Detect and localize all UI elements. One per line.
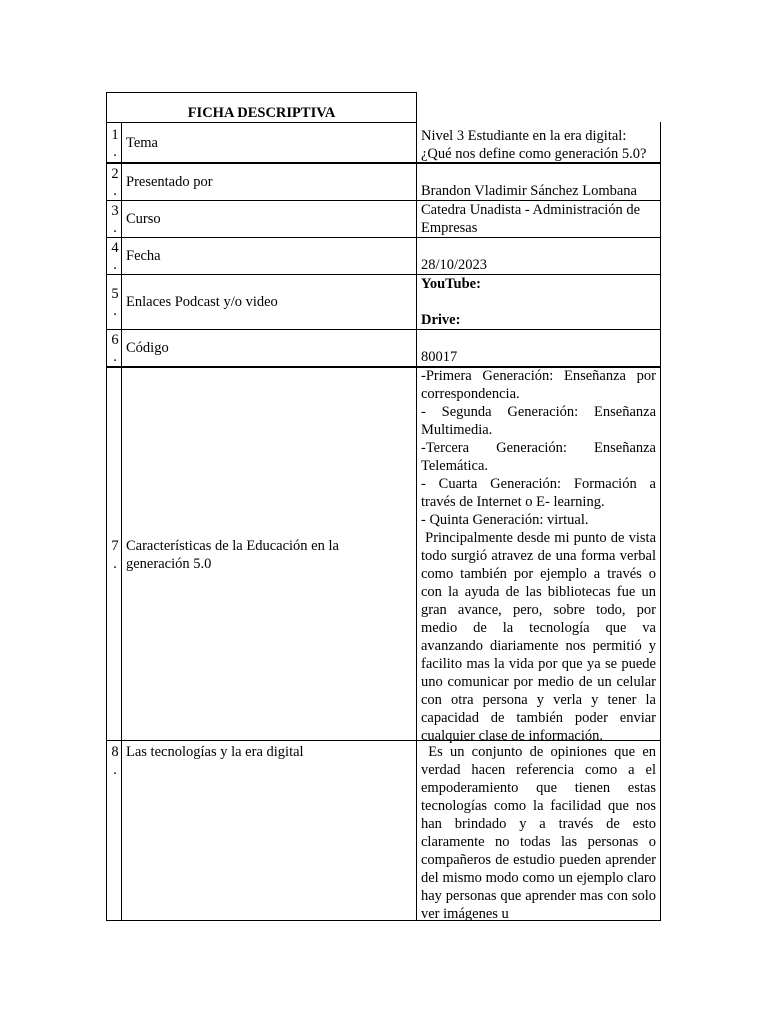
row-number-dot: . xyxy=(113,303,117,319)
row-value-tema: Nivel 3 Estudiante en la era digital: xyxy=(421,128,627,144)
row-border xyxy=(106,329,661,330)
row-number-dot: . xyxy=(113,349,117,365)
row-number: 1 xyxy=(111,127,119,143)
row-border xyxy=(106,237,661,238)
row-number: 8 xyxy=(111,744,119,760)
row-number: 7 xyxy=(111,538,119,554)
row-number: 5 xyxy=(111,286,119,302)
row-number-dot: . xyxy=(113,762,117,778)
row-label-tema: Tema xyxy=(126,135,158,151)
header-top-border xyxy=(106,92,417,93)
row-value-fecha: 28/10/2023 xyxy=(421,257,488,273)
row-number: 2 xyxy=(111,166,119,182)
row-value-codigo: 80017 xyxy=(421,349,458,365)
row-number: 4 xyxy=(111,240,119,256)
row-number-dot: . xyxy=(113,144,117,160)
row-number-dot: . xyxy=(113,220,117,236)
row-label-caracteristicas: Características de la Educación en la xyxy=(126,538,339,554)
row-label-tecnologias: Las tecnologías y la era digital xyxy=(126,744,304,760)
generation-item: -Primera Generación: Enseñanza por correspondencia. xyxy=(421,368,656,402)
row-label-caracteristicas: generación 5.0 xyxy=(126,556,212,572)
row-border xyxy=(106,274,661,275)
row-value-presentado: Brandon Vladimir Sánchez Lombana xyxy=(421,183,637,199)
row-number-dot: . xyxy=(113,183,117,199)
row-border xyxy=(106,122,417,123)
row-label-enlaces: Enlaces Podcast y/o video xyxy=(126,294,278,310)
row-label-fecha: Fecha xyxy=(126,248,161,264)
row-label-curso: Curso xyxy=(126,211,161,227)
row-number-dot: . xyxy=(113,556,117,572)
row-number-dot: . xyxy=(113,257,117,273)
opinion-paragraph: Principalmente desde mi punto de vista todo surgió atravez de una forma verbal como también por ejemplo a través o con la ayuda de las bibliotecas fue un gran avance, pero, sobre todo, por medio de la tecnología que va avanzando diariamente nos permitió y facilito mas la vida por que ya se puede uno comunicar por medio de un celular con otra persona y verla y tener la capacidad de también poder enviar cualquier clase de información. xyxy=(421,530,660,744)
row-value-tecnologias xyxy=(421,743,660,922)
row-label-presentado: Presentado por xyxy=(126,174,213,190)
generation-item: - Segunda Generación: Enseñanza Multimedia. xyxy=(421,404,656,438)
table-border-right xyxy=(660,122,661,921)
table-border-left xyxy=(106,92,107,921)
row-number: 3 xyxy=(111,203,119,219)
table-divider-middle xyxy=(416,92,417,921)
row-label-codigo: Código xyxy=(126,340,169,356)
table-title: FICHA DESCRIPTIVA xyxy=(187,105,336,121)
youtube-link-label: YouTube: xyxy=(421,276,481,292)
generation-item: - Cuarta Generación: Formación a través de Internet o E- learning. xyxy=(421,476,656,510)
row-value-curso: Empresas xyxy=(421,220,478,236)
drive-link-label: Drive: xyxy=(421,312,461,328)
row-value-curso: Catedra Unadista - Administración de xyxy=(421,202,641,218)
opinion-paragraph: Es un conjunto de opiniones que en verdad hacen referencia como a el empoderamiento que tienen estas tecnologías como la facilidad que nos han brindado y a través de esto claramente no todas las personas o compañeros de estudio pueden aprender del mismo modo como un ejemplo claro hay personas que aprender mas con solo ver imágenes u xyxy=(421,744,660,922)
row-number: 6 xyxy=(111,332,119,348)
generation-item: - Quinta Generación: virtual. xyxy=(421,512,589,528)
row-value-caracteristicas xyxy=(421,367,660,745)
generation-item: -Tercera Generación: Enseñanza Telemática. xyxy=(421,440,656,474)
row-value-tema: ¿Qué nos define como generación 5.0? xyxy=(421,146,647,162)
